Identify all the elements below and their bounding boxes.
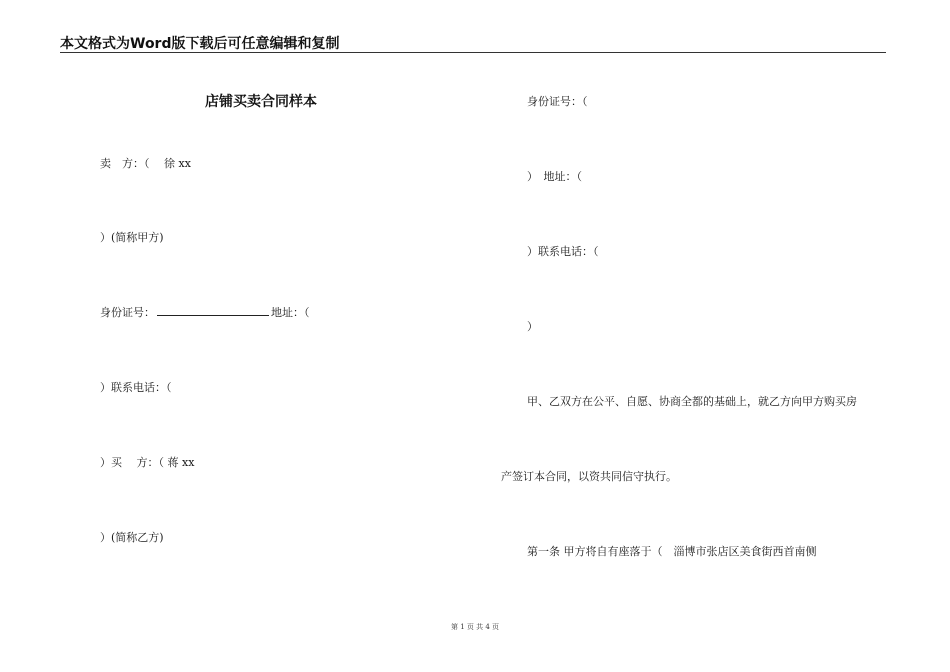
article-1-line: 第一条 甲方将自有座落于（ 淄博市张店区美食街西首南侧 <box>527 545 817 558</box>
header-divider <box>60 52 886 53</box>
address-label: 地址：（ <box>271 306 310 319</box>
buyer-phone-line: ）联系电话：（ <box>527 245 599 258</box>
document-header-title: 本文格式为Word版下载后可任意编辑和复制 <box>60 36 340 52</box>
buyer-id-line: 身份证号：（ <box>527 95 588 108</box>
seller-abbreviation: ）(简称甲方) <box>100 231 164 244</box>
page-number-footer: 第 1 页 共 4 页 <box>450 623 500 631</box>
id-label: 身份证号： <box>100 306 155 319</box>
seller-id-line <box>100 304 310 320</box>
buyer-abbreviation: ）(简称乙方) <box>100 531 164 544</box>
preamble-line-2: 产签订本合同，以资共同信守执行。 <box>501 470 677 483</box>
seller-line: 卖 方：（ 徐 xx <box>100 157 191 170</box>
preamble-line-1: 甲、乙双方在公平、自愿、协商全都的基础上，就乙方向甲方购买房 <box>527 395 857 408</box>
contract-title: 店铺买卖合同样本 <box>205 94 317 110</box>
id-blank-field <box>157 305 269 316</box>
buyer-address-line: ） 地址：（ <box>527 170 582 183</box>
buyer-line: ）买 方：（ 蒋 xx <box>100 456 195 469</box>
buyer-phone-close: ） <box>527 320 538 333</box>
seller-phone-line: ）联系电话：（ <box>100 381 172 394</box>
